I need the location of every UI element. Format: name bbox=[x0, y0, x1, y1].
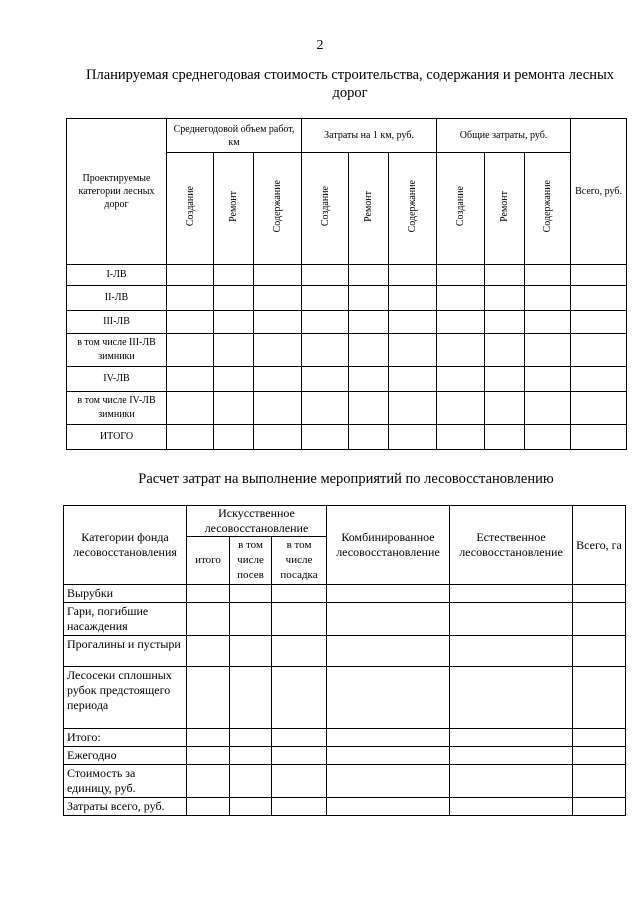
row-label: ИТОГО bbox=[67, 425, 167, 450]
table-row bbox=[64, 747, 626, 765]
page-number: 2 bbox=[316, 38, 324, 53]
table-row bbox=[67, 311, 627, 334]
table-row bbox=[67, 392, 627, 425]
table-row bbox=[64, 667, 626, 729]
table-row bbox=[67, 265, 627, 286]
row-label: Лесосеки сплошных рубок предстоящего периода bbox=[64, 667, 187, 729]
subheader-create: Создание bbox=[437, 153, 485, 265]
header-avg-volume: Среднегодовой объем работ, км bbox=[167, 119, 302, 153]
row-label: Вырубки bbox=[64, 585, 187, 603]
table-row bbox=[67, 367, 627, 392]
subheader-total: итого bbox=[187, 537, 230, 585]
table-row bbox=[64, 765, 626, 798]
header-artificial: Искусственное лесовосстановление bbox=[187, 506, 327, 537]
header-cost-per-km: Затраты на 1 км, руб. bbox=[302, 119, 437, 153]
subheader-repair: Ремонт bbox=[485, 153, 525, 265]
subheader-create: Создание bbox=[167, 153, 214, 265]
row-label: Стоимость за единицу, руб. bbox=[64, 765, 187, 798]
road-cost-table bbox=[66, 118, 627, 450]
table2-title: Расчет затрат на выполнение мероприятий по лесовосстановлению bbox=[138, 471, 554, 487]
table-row bbox=[64, 798, 626, 816]
header-total-rub: Всего, руб. bbox=[571, 119, 627, 265]
row-label: III-ЛВ bbox=[67, 311, 167, 334]
table-row bbox=[64, 729, 626, 747]
row-label: в том числе III-ЛВ зимники bbox=[67, 334, 167, 367]
header-combined: Комбинированное лесовосстановление bbox=[327, 506, 450, 585]
row-label: Прогалины и пустыри bbox=[64, 636, 187, 667]
row-label: Итого: bbox=[64, 729, 187, 747]
row-label: Гари, погибшие насаждения bbox=[64, 603, 187, 636]
subheader-sowing: в том числе посев bbox=[230, 537, 272, 585]
subheader-repair: Ремонт bbox=[214, 153, 254, 265]
subheader-planting: в том числе посадка bbox=[272, 537, 327, 585]
table-row bbox=[67, 286, 627, 311]
row-label: в том числе IV-ЛВ зимники bbox=[67, 392, 167, 425]
subheader-maintain: Содержание bbox=[389, 153, 437, 265]
row-label: Затраты всего, руб. bbox=[64, 798, 187, 816]
header-natural: Естественное лесовосстановление bbox=[450, 506, 573, 585]
row-label: II-ЛВ bbox=[67, 286, 167, 311]
row-label: Ежегодно bbox=[64, 747, 187, 765]
subheader-maintain: Содержание bbox=[525, 153, 571, 265]
row-label: IV-ЛВ bbox=[67, 367, 167, 392]
table1-title: Планируемая среднегодовая стоимость строительства, содержания и ремонта лесных дорог bbox=[86, 67, 614, 101]
header-total-costs: Общие затраты, руб. bbox=[437, 119, 571, 153]
reforestation-cost-table bbox=[63, 505, 626, 816]
table-row bbox=[64, 636, 626, 667]
subheader-maintain: Содержание bbox=[254, 153, 302, 265]
row-label: I-ЛВ bbox=[67, 265, 167, 286]
header-total-ha: Всего, га bbox=[573, 506, 626, 585]
table-row bbox=[67, 334, 627, 367]
header-fund-categories: Категории фонда лесовосстановления bbox=[64, 506, 187, 585]
subheader-repair: Ремонт bbox=[349, 153, 389, 265]
subheader-create: Создание bbox=[302, 153, 349, 265]
table-row bbox=[64, 603, 626, 636]
header-road-categories: Проектируемые категории лесных дорог bbox=[67, 119, 167, 265]
table-row bbox=[67, 425, 627, 450]
table-row bbox=[64, 585, 626, 603]
